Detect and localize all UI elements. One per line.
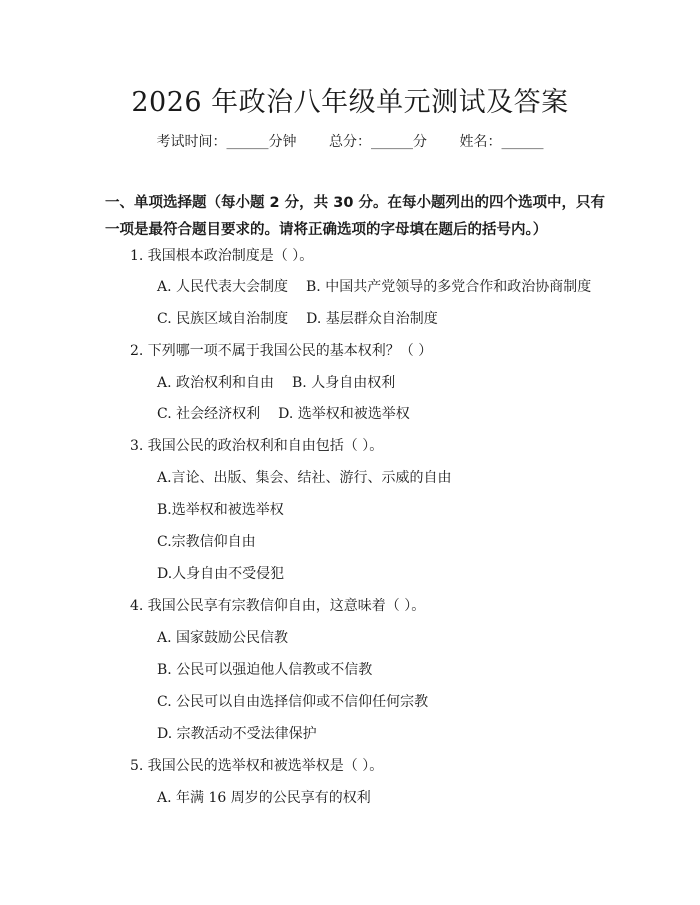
question-1-option-d: D. 基层群众自治制度 [306, 311, 438, 327]
question-3-option-a: A.言论、出版、集会、结社、游行、示威的自由 [157, 470, 452, 486]
question-4-stem: 4. 我国公民享有宗教信仰自由，这意味着（ ）。 [130, 598, 426, 614]
question-2-option-c: C. 社会经济权利 [157, 406, 261, 422]
question-1-option-b: B. 中国共产党领导的多党合作和政治协商制度 [306, 279, 592, 295]
question-3-option-c: C.宗教信仰自由 [157, 534, 256, 550]
question-1-stem: 1. 我国根本政治制度是（ ）。 [130, 248, 314, 264]
section-heading: 一、单项选择题（每小题 2 分，共 30 分。在每小题列出的四个选项中，只有一项是最符合题目要求的。请将正确选项的字母填在题后的括号内。） [105, 195, 605, 238]
question-5-option-a: A. 年满 16 周岁的公民享有的权利 [157, 790, 371, 806]
question-2-option-b: B. 人身自由权利 [292, 375, 396, 391]
question-3-option-b: B.选举权和被选举权 [157, 502, 284, 518]
question-4-option-b: B. 公民可以强迫他人信教或不信教 [157, 662, 373, 678]
question-1-option-a: A. 人民代表大会制度 [157, 279, 289, 295]
question-4-option-d: D. 宗教活动不受法律保护 [157, 726, 317, 742]
question-4-option-a: A. 国家鼓励公民信教 [157, 630, 289, 646]
student-name: 姓名：______ [459, 134, 544, 150]
question-2-stem: 2. 下列哪一项不属于我国公民的基本权利？（ ） [130, 343, 433, 359]
question-2-option-a: A. 政治权利和自由 [157, 375, 275, 391]
exam-meta [0, 131, 700, 151]
question-5-stem: 5. 我国公民的选举权和被选举权是（ ）。 [130, 758, 384, 774]
question-2-options-row-1 [157, 372, 395, 392]
question-2-options-row-2 [157, 403, 410, 423]
question-3-stem: 3. 我国公民的政治权利和自由包括（ ）。 [130, 438, 384, 454]
question-1-option-c: C. 民族区域自治制度 [157, 311, 289, 327]
exam-time: 考试时间：______分钟 [156, 134, 297, 150]
question-1-options-row-2 [157, 308, 438, 328]
page-title: 2026 年政治八年级单元测试及答案 [131, 87, 569, 118]
question-2-option-d: D. 选举权和被选举权 [278, 406, 410, 422]
question-4-option-c: C. 公民可以自由选择信仰或不信仰任何宗教 [157, 694, 429, 710]
question-3-option-d: D.人身自由不受侵犯 [157, 566, 285, 582]
question-1-options-row-1 [157, 276, 591, 296]
total-score: 总分：______分 [329, 134, 427, 150]
